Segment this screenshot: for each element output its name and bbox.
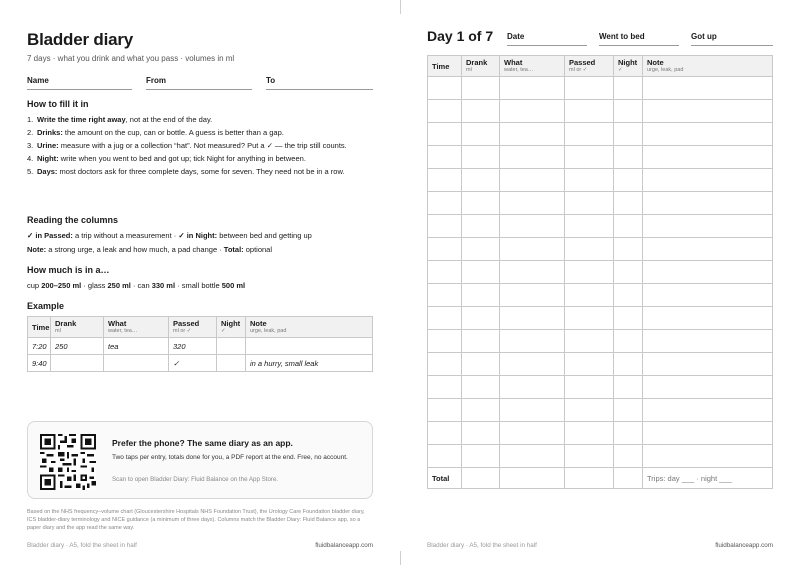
example-cell bbox=[246, 338, 373, 355]
app-promo-body: Two taps per entry, totals done for you, a PDF report at the end. Free, no account. bbox=[112, 454, 348, 461]
diary-entry-cell[interactable] bbox=[614, 123, 643, 146]
step-3: 3. Urine: measure with a jug or a collection “hat”. Not measured? Put a ✓ — the trip still counts. bbox=[27, 141, 347, 150]
diary-entry-cell[interactable] bbox=[643, 192, 773, 215]
diary-entry-row bbox=[428, 215, 773, 238]
col-night-header: Night ✓ bbox=[614, 56, 643, 77]
diary-entry-cell[interactable] bbox=[462, 376, 500, 399]
diary-entry-cell[interactable] bbox=[614, 146, 643, 169]
diary-entry-cell[interactable] bbox=[614, 192, 643, 215]
diary-entry-cell[interactable] bbox=[643, 77, 773, 100]
diary-entry-row bbox=[428, 445, 773, 468]
col-passed-header: Passed ml or ✓ bbox=[565, 56, 614, 77]
diary-entry-cell[interactable] bbox=[643, 123, 773, 146]
diary-entry-cell[interactable] bbox=[614, 169, 643, 192]
diary-entry-row bbox=[428, 169, 773, 192]
example-cell: 7:20 bbox=[28, 338, 51, 355]
total-drank-cell[interactable] bbox=[462, 468, 500, 489]
diary-entry-cell[interactable] bbox=[462, 100, 500, 123]
example-cell: 320 bbox=[169, 338, 217, 355]
qr-code-icon[interactable] bbox=[40, 434, 96, 490]
instructions-page bbox=[27, 0, 373, 565]
diary-entry-cell[interactable] bbox=[500, 77, 565, 100]
diary-entry-cell[interactable] bbox=[500, 284, 565, 307]
diary-entry-cell[interactable] bbox=[462, 307, 500, 330]
page-title: Bladder diary bbox=[27, 30, 134, 49]
diary-entry-cell[interactable] bbox=[565, 146, 614, 169]
col-time-header: Time bbox=[428, 56, 462, 77]
example-cell bbox=[217, 355, 246, 372]
diary-entry-cell[interactable] bbox=[614, 100, 643, 123]
diary-entry-cell[interactable] bbox=[428, 100, 462, 123]
diary-entry-cell[interactable] bbox=[643, 330, 773, 353]
diary-entry-row bbox=[428, 376, 773, 399]
step-4: 4. Night: write when you went to bed and got up; tick Night for anything in between. bbox=[27, 154, 306, 163]
diary-entry-cell[interactable] bbox=[643, 376, 773, 399]
diary-entry-cell[interactable] bbox=[565, 445, 614, 468]
diary-entry-row bbox=[428, 307, 773, 330]
diary-entry-cell[interactable] bbox=[428, 192, 462, 215]
diary-entry-cell[interactable] bbox=[614, 284, 643, 307]
diary-entry-cell[interactable] bbox=[428, 445, 462, 468]
total-night-cell bbox=[614, 468, 643, 489]
diary-entry-cell[interactable] bbox=[500, 399, 565, 422]
date-field[interactable]: Date bbox=[507, 32, 587, 46]
example-row bbox=[28, 338, 373, 355]
day-title: Day 1 of 7 bbox=[427, 28, 494, 44]
example-heading: Example bbox=[27, 301, 65, 311]
diary-entry-cell[interactable] bbox=[565, 123, 614, 146]
diary-entry-cell[interactable] bbox=[500, 215, 565, 238]
diary-entry-cell[interactable] bbox=[500, 445, 565, 468]
diary-entry-cell[interactable] bbox=[643, 445, 773, 468]
diary-entry-row bbox=[428, 77, 773, 100]
diary-entry-cell[interactable] bbox=[462, 77, 500, 100]
diary-entry-cell[interactable] bbox=[500, 422, 565, 445]
diary-entry-cell[interactable] bbox=[643, 261, 773, 284]
diary-entry-cell[interactable] bbox=[614, 261, 643, 284]
diary-entry-cell[interactable] bbox=[643, 399, 773, 422]
diary-entry-cell[interactable] bbox=[643, 169, 773, 192]
col-passed-header: Passed ml or ✓ bbox=[169, 317, 217, 338]
to-field[interactable]: To bbox=[266, 76, 373, 90]
col-night-header: Night ✓ bbox=[217, 317, 246, 338]
footer-url[interactable]: fluidbalanceapp.com bbox=[315, 542, 373, 549]
sources-note: Based on the NHS frequency–volume chart (Gloucestershire Hospitals NHS Foundation Trust), the Urology Care Foundation bladder diary, ICS bladder-diary terminology and NICE guidance (a minimum of three days). Columns match the Bladder Diary: Fluid Balance app, so a paper diary and the app read the same way. bbox=[27, 509, 365, 531]
example-cell: 250 bbox=[51, 338, 104, 355]
diary-entry-cell[interactable] bbox=[643, 307, 773, 330]
diary-entry-cell[interactable] bbox=[500, 169, 565, 192]
col-note-header: Note urge, leak, pad bbox=[246, 317, 373, 338]
diary-entry-cell[interactable] bbox=[614, 215, 643, 238]
col-what-header: What water, tea… bbox=[500, 56, 565, 77]
diary-entry-row bbox=[428, 238, 773, 261]
diary-entry-cell[interactable] bbox=[565, 307, 614, 330]
how-to-heading: How to fill it in bbox=[27, 99, 89, 109]
diary-entry-cell[interactable] bbox=[428, 399, 462, 422]
example-cell bbox=[217, 338, 246, 355]
diary-entry-cell[interactable] bbox=[428, 376, 462, 399]
diary-entry-cell[interactable] bbox=[462, 284, 500, 307]
diary-entry-row bbox=[428, 123, 773, 146]
footer-left: Bladder diary · A5, fold the sheet in half bbox=[427, 542, 537, 549]
reading-line-2: Note: a strong urge, a leak and how much, a pad change · Total: optional bbox=[27, 245, 273, 254]
reading-line-1: ✓ in Passed: a trip without a measurement · ✓ in Night: between bed and getting up bbox=[27, 231, 312, 240]
footer-left: Bladder diary · A5, fold the sheet in half bbox=[27, 542, 137, 549]
diary-entry-cell[interactable] bbox=[614, 376, 643, 399]
example-cell: ✓ bbox=[169, 355, 217, 372]
example-cell: 9:40 bbox=[28, 355, 51, 372]
diary-entry-cell[interactable] bbox=[428, 169, 462, 192]
diary-entry-cell[interactable] bbox=[500, 261, 565, 284]
diary-entry-cell[interactable] bbox=[614, 399, 643, 422]
diary-entry-cell[interactable] bbox=[500, 376, 565, 399]
diary-entry-cell[interactable] bbox=[462, 399, 500, 422]
diary-entry-cell[interactable] bbox=[500, 100, 565, 123]
diary-entry-cell[interactable] bbox=[462, 192, 500, 215]
went-to-bed-field[interactable]: Went to bed bbox=[599, 32, 679, 46]
diary-entry-cell[interactable] bbox=[500, 238, 565, 261]
diary-entry-row bbox=[428, 146, 773, 169]
diary-entry-row bbox=[428, 399, 773, 422]
diary-entry-cell[interactable] bbox=[614, 330, 643, 353]
diary-entry-row bbox=[428, 330, 773, 353]
diary-entry-cell[interactable] bbox=[428, 284, 462, 307]
diary-entry-cell[interactable] bbox=[500, 146, 565, 169]
total-passed-cell[interactable] bbox=[565, 468, 614, 489]
col-drank-header: Drank ml bbox=[51, 317, 104, 338]
diary-entry-cell[interactable] bbox=[565, 353, 614, 376]
col-note-header: Note urge, leak, pad bbox=[643, 56, 773, 77]
diary-entry-cell[interactable] bbox=[428, 307, 462, 330]
example-row bbox=[28, 355, 373, 372]
diary-entry-cell[interactable] bbox=[428, 77, 462, 100]
fold-line bbox=[400, 0, 401, 565]
diary-entry-cell[interactable] bbox=[565, 215, 614, 238]
diary-total-row bbox=[428, 468, 773, 489]
diary-entry-cell[interactable] bbox=[500, 307, 565, 330]
diary-entry-cell[interactable] bbox=[500, 192, 565, 215]
diary-entry-cell[interactable] bbox=[565, 192, 614, 215]
diary-entry-cell[interactable] bbox=[565, 284, 614, 307]
diary-entry-cell[interactable] bbox=[565, 261, 614, 284]
diary-entry-cell[interactable] bbox=[565, 238, 614, 261]
diary-entry-cell[interactable] bbox=[462, 146, 500, 169]
app-promo-note: Scan to open Bladder Diary: Fluid Balance on the App Store. bbox=[112, 476, 279, 483]
diary-entry-cell[interactable] bbox=[565, 399, 614, 422]
reading-heading: Reading the columns bbox=[27, 215, 119, 225]
diary-entry-cell[interactable] bbox=[462, 238, 500, 261]
diary-entry-cell[interactable] bbox=[565, 330, 614, 353]
diary-entry-row bbox=[428, 261, 773, 284]
diary-entry-cell[interactable] bbox=[614, 238, 643, 261]
col-time-header: Time bbox=[28, 317, 51, 338]
diary-entry-cell[interactable] bbox=[462, 330, 500, 353]
diary-entry-cell[interactable] bbox=[643, 146, 773, 169]
col-drank-header: Drank ml bbox=[462, 56, 500, 77]
diary-entry-cell[interactable] bbox=[643, 353, 773, 376]
diary-entry-cell[interactable] bbox=[565, 376, 614, 399]
trips-summary: Trips: day ___ · night ___ bbox=[643, 468, 773, 489]
diary-entry-cell[interactable] bbox=[462, 261, 500, 284]
diary-entry-cell[interactable] bbox=[428, 261, 462, 284]
diary-entry-cell[interactable] bbox=[500, 353, 565, 376]
page-subtitle: 7 days · what you drink and what you pass · volumes in ml bbox=[27, 54, 235, 63]
diary-entry-cell[interactable] bbox=[614, 422, 643, 445]
diary-entry-cell[interactable] bbox=[462, 123, 500, 146]
from-field[interactable]: From bbox=[146, 76, 252, 90]
diary-entry-cell[interactable] bbox=[462, 445, 500, 468]
diary-entry-cell[interactable] bbox=[565, 169, 614, 192]
instructions-list bbox=[27, 114, 373, 179]
diary-entry-cell[interactable] bbox=[428, 330, 462, 353]
diary-entry-cell[interactable] bbox=[462, 422, 500, 445]
example-header-row bbox=[28, 317, 373, 338]
col-what-header: What water, tea… bbox=[104, 317, 169, 338]
diary-entry-cell[interactable] bbox=[462, 169, 500, 192]
diary-entry-cell[interactable] bbox=[614, 77, 643, 100]
diary-entry-cell[interactable] bbox=[643, 422, 773, 445]
diary-entry-row bbox=[428, 422, 773, 445]
how-much-heading: How much is in a… bbox=[27, 265, 110, 275]
diary-entry-cell[interactable] bbox=[643, 284, 773, 307]
name-fields bbox=[27, 76, 373, 90]
footer-url[interactable]: fluidbalanceapp.com bbox=[715, 542, 773, 549]
example-cell bbox=[51, 355, 104, 372]
diary-entry-row bbox=[428, 192, 773, 215]
diary-entry-cell[interactable] bbox=[614, 445, 643, 468]
diary-page bbox=[427, 0, 773, 565]
diary-entry-cell[interactable] bbox=[500, 123, 565, 146]
example-table bbox=[27, 316, 373, 372]
diary-table bbox=[427, 55, 773, 489]
diary-entry-cell[interactable] bbox=[565, 100, 614, 123]
diary-entry-cell[interactable] bbox=[428, 353, 462, 376]
volume-reference: cup 200–250 ml · glass 250 ml · can 330 ml · small bottle 500 ml bbox=[27, 281, 246, 290]
name-field[interactable]: Name bbox=[27, 76, 132, 90]
app-promo-title: Prefer the phone? The same diary as an app. bbox=[112, 438, 293, 448]
total-label: Total bbox=[428, 468, 462, 489]
diary-entry-cell[interactable] bbox=[428, 146, 462, 169]
diary-entry-cell[interactable] bbox=[643, 215, 773, 238]
diary-entry-cell[interactable] bbox=[614, 353, 643, 376]
step-5: 5. Days: most doctors ask for three complete days, some for seven. They need not be in a row. bbox=[27, 167, 345, 176]
diary-entry-cell[interactable] bbox=[428, 422, 462, 445]
total-what-cell bbox=[500, 468, 565, 489]
diary-entry-row bbox=[428, 100, 773, 123]
diary-entry-cell[interactable] bbox=[643, 100, 773, 123]
diary-entry-row bbox=[428, 353, 773, 376]
example-cell: tea bbox=[104, 338, 169, 355]
diary-entry-cell[interactable] bbox=[565, 77, 614, 100]
diary-entry-cell[interactable] bbox=[500, 330, 565, 353]
step-1: 1. Write the time right away, not at the end of the day. bbox=[27, 115, 213, 124]
example-cell: in a hurry, small leak bbox=[246, 355, 373, 372]
diary-entry-cell[interactable] bbox=[428, 215, 462, 238]
diary-entry-cell[interactable] bbox=[643, 238, 773, 261]
diary-entry-cell[interactable] bbox=[462, 215, 500, 238]
app-promo-card bbox=[27, 421, 373, 499]
diary-entry-cell[interactable] bbox=[565, 422, 614, 445]
diary-entry-cell[interactable] bbox=[428, 123, 462, 146]
diary-entry-row bbox=[428, 284, 773, 307]
diary-entry-cell[interactable] bbox=[614, 307, 643, 330]
diary-entry-cell[interactable] bbox=[428, 238, 462, 261]
diary-header-row bbox=[428, 56, 773, 77]
got-up-field[interactable]: Got up bbox=[691, 32, 773, 46]
step-2: 2. Drinks: the amount on the cup, can or bottle. A guess is better than a gap. bbox=[27, 128, 284, 137]
example-cell bbox=[104, 355, 169, 372]
diary-entry-cell[interactable] bbox=[462, 353, 500, 376]
